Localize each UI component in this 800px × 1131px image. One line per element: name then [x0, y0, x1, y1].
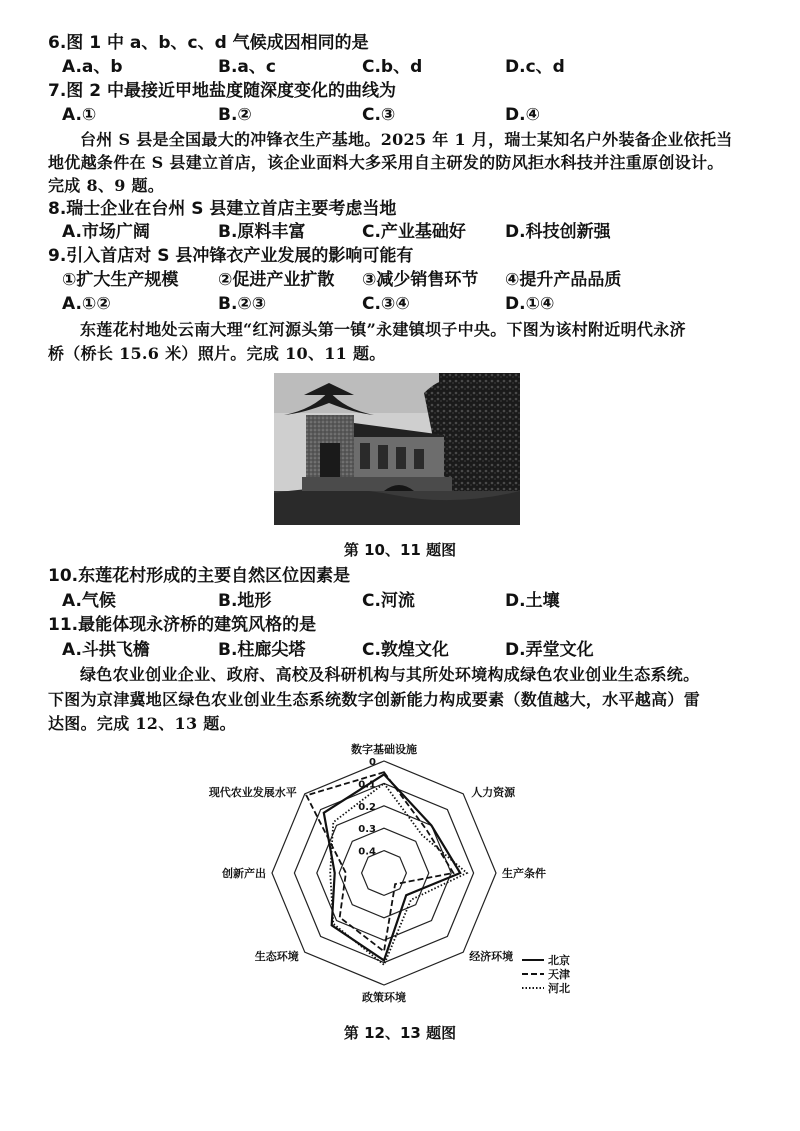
- radar-tick-label: 0.3: [358, 824, 376, 836]
- passage-8-9-line-3: 完成 8、9 题。: [48, 176, 165, 195]
- radar-chart: [208, 743, 586, 1004]
- q11-option-c: C.敦煌文化: [362, 640, 449, 660]
- radar-tick-label: 0: [369, 757, 376, 768]
- q9-item-1: ①扩大生产规模: [62, 270, 179, 290]
- radar-axis-label: 数字基础设施: [351, 743, 417, 756]
- q7-option-d: D.④: [505, 105, 540, 125]
- q11-option-a: A.斗拱飞檐: [62, 640, 150, 660]
- radar-axis-label: 经济环境: [469, 950, 514, 964]
- passage-12-13-line-1: 绿色农业创业企业、政府、高校及科研机构与其所处环境构成绿色农业创业生态系统。: [80, 665, 700, 684]
- question-6-stem: 6.图 1 中 a、b、c、d 气候成因相同的是: [48, 33, 369, 53]
- photo-caption: 第 10、11 题图: [343, 541, 457, 559]
- radar-tick-label: 0.4: [358, 846, 376, 858]
- radar-chart-svg: [208, 743, 586, 1004]
- q10-option-b: B.地形: [218, 591, 272, 611]
- q11-option-d: D.弄堂文化: [505, 640, 594, 660]
- q9-item-4: ④提升产品品质: [505, 270, 622, 290]
- passage-12-13-line-3: 达图。完成 12、13 题。: [48, 714, 236, 733]
- q7-option-c: C.③: [362, 105, 396, 125]
- q8-option-b: B.原料丰富: [218, 222, 306, 242]
- radar-grid-ring-1: [294, 783, 473, 962]
- bridge-photo: [274, 373, 520, 525]
- legend-label-2: 河北: [548, 982, 570, 995]
- q11-option-b: B.柱廊尖塔: [218, 640, 306, 660]
- legend-label-1: 天津: [548, 968, 570, 981]
- question-8-stem: 8.瑞士企业在台州 S 县建立首店主要考虑当地: [48, 199, 397, 219]
- question-7-stem: 7.图 2 中最接近甲地盐度随深度变化的曲线为: [48, 81, 396, 101]
- q6-option-b: B.a、c: [218, 57, 276, 77]
- radar-axis-label: 生态环境: [254, 950, 299, 964]
- passage-12-13-line-2: 下图为京津冀地区绿色农业创业生态系统数字创新能力构成要素（数值越大，水平越高）雷: [48, 690, 701, 709]
- radar-tick-label: 0.1: [358, 779, 376, 791]
- q9-option-b: B.②③: [218, 294, 267, 314]
- q9-option-a: A.①②: [62, 294, 111, 314]
- passage-8-9-line-1: 台州 S 县是全国最大的冲锋衣生产基地。2025 年 1 月，瑞士某知名户外装备企业依托当: [80, 130, 733, 149]
- passage-10-11-line-1: 东莲花村地处云南大理“红河源头第一镇”永建镇坝子中央。下图为该村附近明代永济: [80, 320, 686, 339]
- q9-option-d: D.①④: [505, 294, 555, 314]
- q10-option-a: A.气候: [62, 591, 116, 611]
- passage-8-9-line-2: 地优越条件在 S 县建立首店，该企业面料大多采用自主研发的防风拒水科技并注重原创设计。: [48, 153, 724, 172]
- question-10-stem: 10.东莲花村形成的主要自然区位因素是: [48, 566, 351, 586]
- q9-item-3: ③减少销售环节: [362, 270, 479, 290]
- q9-item-2: ②促进产业扩散: [218, 270, 335, 290]
- q8-option-a: A.市场广阔: [62, 222, 150, 242]
- radar-axis-label: 人力资源: [471, 785, 516, 799]
- q8-option-c: C.产业基础好: [362, 222, 466, 242]
- radar-axis-label: 生产条件: [502, 867, 546, 880]
- q8-option-d: D.科技创新强: [505, 222, 611, 242]
- q6-option-a: A.a、b: [62, 57, 123, 77]
- q7-option-b: B.②: [218, 105, 252, 125]
- passage-10-11-line-2: 桥（桥长 15.6 米）照片。完成 10、11 题。: [48, 344, 386, 363]
- radar-tick-label: 0.2: [358, 801, 376, 813]
- radar-series-1: [306, 772, 453, 951]
- q6-option-c: C.b、d: [362, 57, 423, 77]
- q10-option-d: D.土壤: [505, 591, 560, 611]
- q10-option-c: C.河流: [362, 591, 415, 611]
- radar-series-0: [324, 774, 460, 960]
- question-11-stem: 11.最能体现永济桥的建筑风格的是: [48, 615, 317, 635]
- q9-option-c: C.③④: [362, 294, 410, 314]
- chart-caption: 第 12、13 题图: [343, 1024, 457, 1042]
- radar-grid-ring-3: [339, 828, 429, 918]
- radar-grid-ring-0: [272, 761, 496, 985]
- radar-axis-label: 现代农业发展水平: [208, 785, 297, 799]
- q6-option-d: D.c、d: [505, 57, 565, 77]
- question-9-stem: 9.引入首店对 S 县冲锋衣产业发展的影响可能有: [48, 246, 414, 266]
- radar-axis-label: 政策环境: [362, 991, 406, 1004]
- q7-option-a: A.①: [62, 105, 97, 125]
- legend-label-0: 北京: [548, 954, 570, 967]
- bridge-photo-illustration: [274, 373, 520, 525]
- radar-axis-label: 创新产出: [222, 867, 266, 880]
